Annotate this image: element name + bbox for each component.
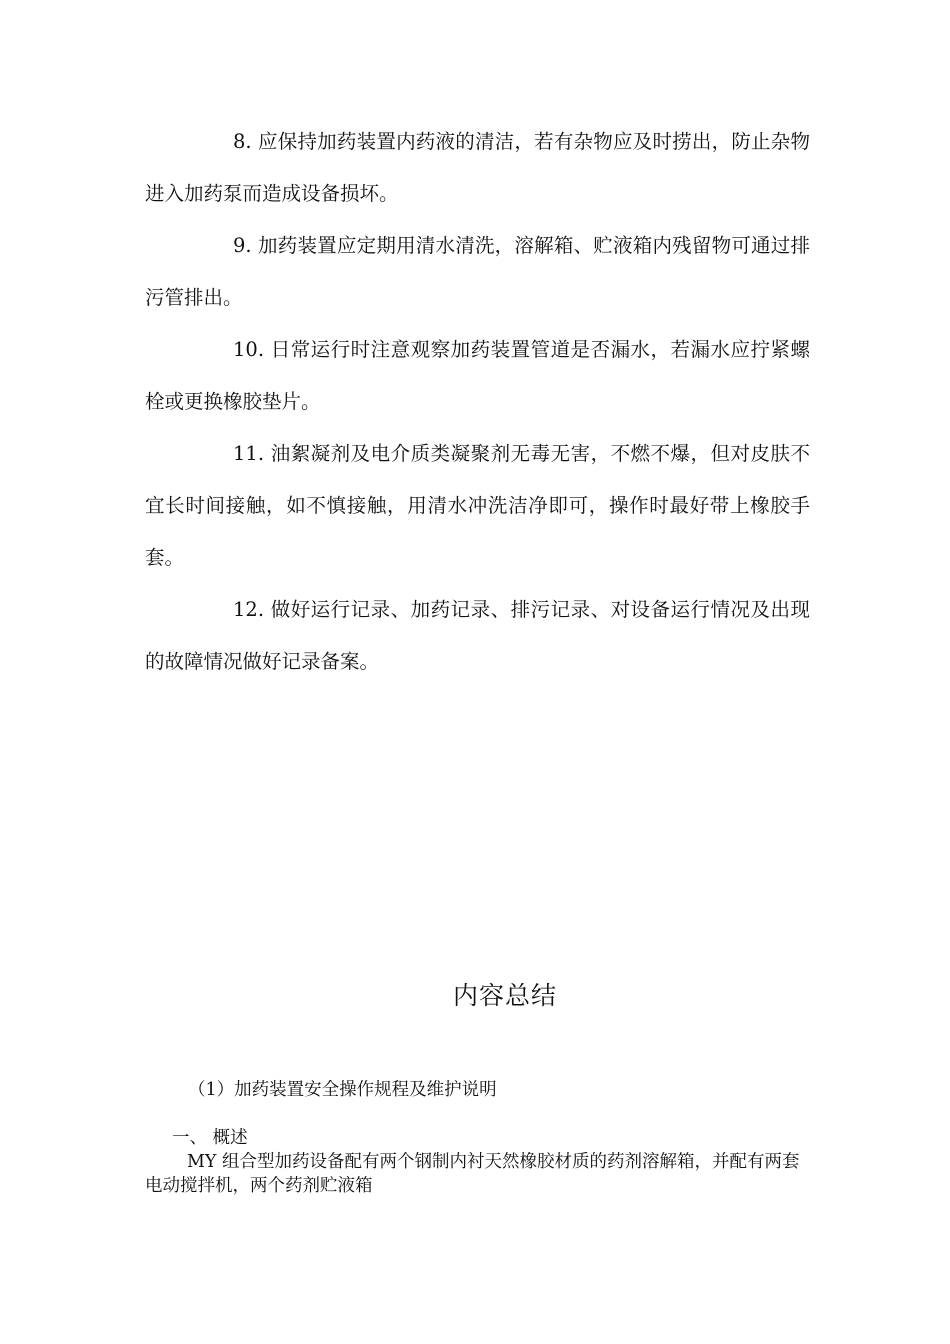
paragraph-8: 8. 应保持加药装置内药液的清洁，若有杂物应及时捞出，防止杂物进入加药泵而造成设备损坏。	[145, 130, 810, 205]
section-heading: 一、 概述	[172, 1128, 248, 1148]
paragraph-9: 9. 加药装置应定期用清水清洗，溶解箱、贮液箱内残留物可通过排污管排出。	[145, 234, 810, 309]
body-text	[145, 116, 810, 688]
section-text: MY 组合型加药设备配有两个钢制内衬天然橡胶材质的药剂溶解箱，并配有两套电动搅拌机，两个药剂贮液箱	[145, 1152, 800, 1196]
summary-title: 内容总结	[452, 981, 557, 1010]
paragraph-11: 11. 油絮凝剂及电介质类凝聚剂无毒无害，不燃不爆，但对皮肤不宜长时间接触，如不慎接触，用清水冲洗洁净即可，操作时最好带上橡胶手套。	[145, 442, 810, 569]
paragraph-10: 10. 日常运行时注意观察加药装置管道是否漏水，若漏水应拧紧螺栓或更换橡胶垫片。	[145, 338, 810, 413]
summary-item: （1）加药装置安全操作规程及维护说明	[188, 1080, 497, 1100]
paragraph-12: 12. 做好运行记录、加药记录、排污记录、对设备运行情况及出现的故障情况做好记录备案。	[145, 598, 810, 673]
